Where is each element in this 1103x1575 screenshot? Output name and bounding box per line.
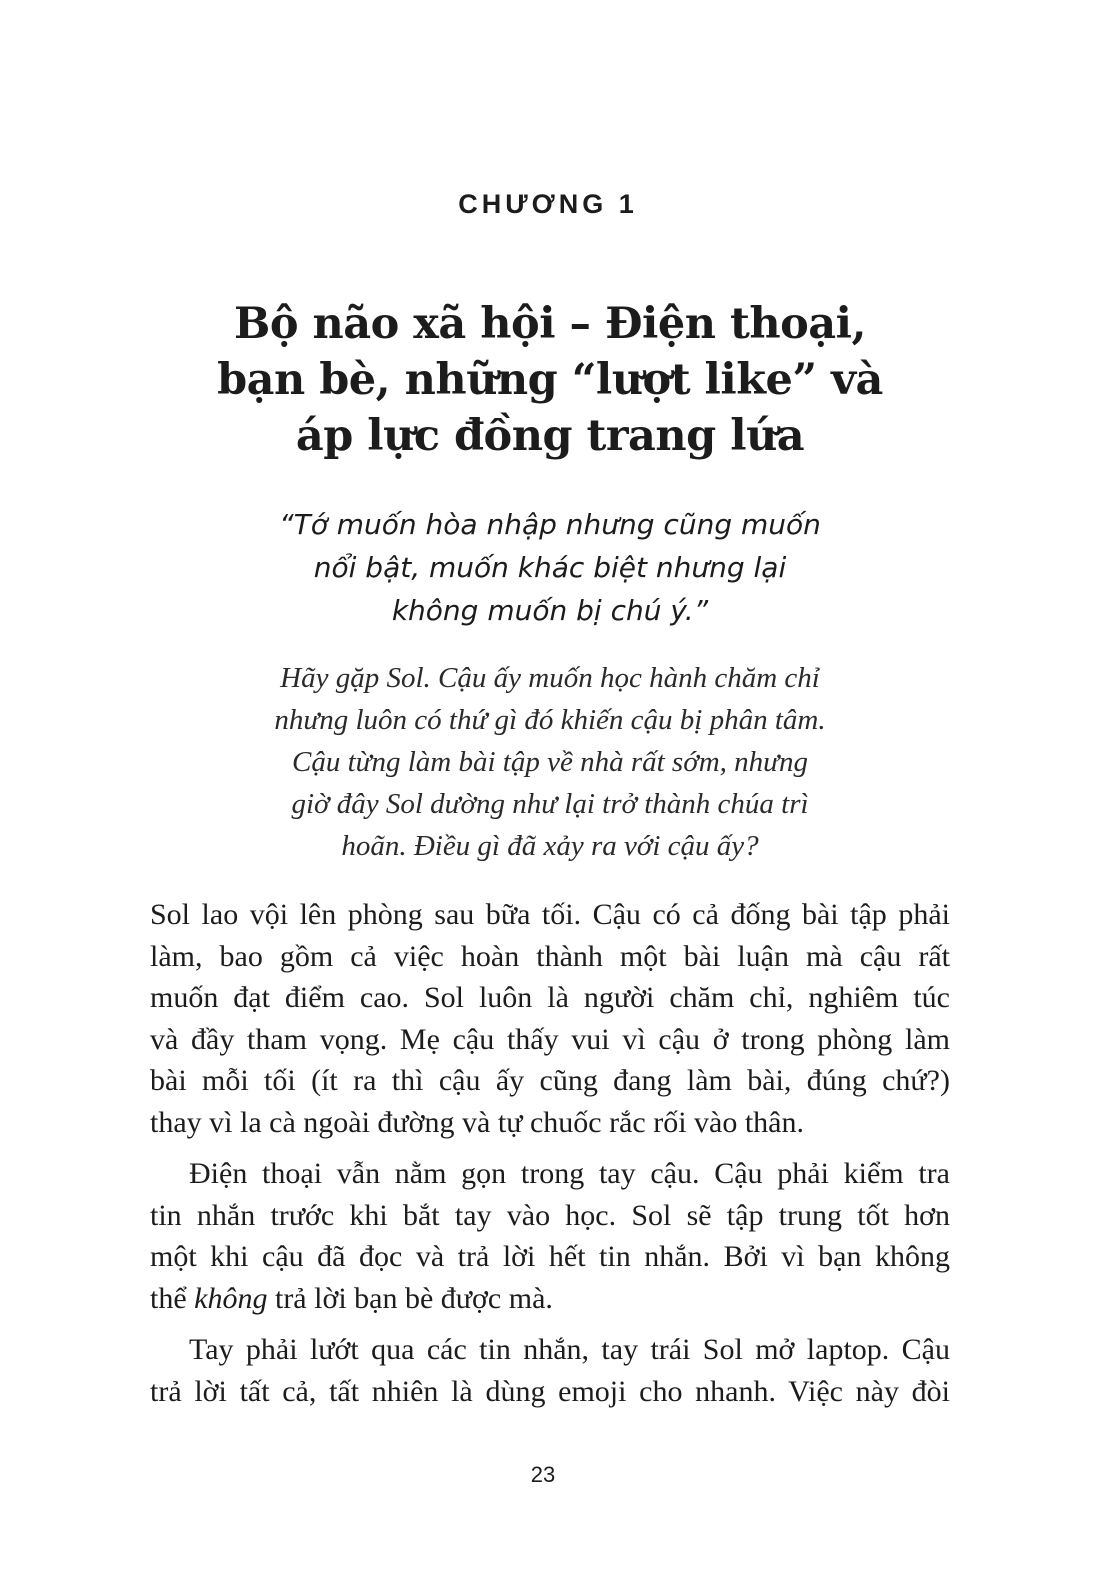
body-line: muốn đạt điểm cao. Sol luôn là người chăm chỉ, nghiêm túc [150, 981, 950, 1014]
body-line: Điện thoại vẫn nằm gọn trong tay cậu. Cậu phải kiểm tra [189, 1157, 950, 1190]
chapter-title-line: áp lực đồng trang lứa [295, 411, 805, 461]
intro-line: Hãy gặp Sol. Cậu ấy muốn học hành chăm chỉ [280, 662, 820, 694]
epigraph-line: nổi bật, muốn khác biệt nhưng lại [313, 551, 787, 584]
body-paragraph-1 [150, 894, 950, 1143]
body-line: Tay phải lướt qua các tin nhắn, tay trái Sol mở laptop. Cậu [189, 1333, 950, 1366]
body-paragraph-2 [150, 1153, 950, 1319]
epigraph-line: không muốn bị chú ý.” [391, 594, 709, 627]
intro-line: hoãn. Điều gì đã xảy ra với cậu ấy? [341, 830, 759, 862]
chapter-label: CHƯƠNG 1 [458, 189, 638, 219]
epigraph-quote [220, 503, 880, 632]
intro-line: Cậu từng làm bài tập về nhà rất sớm, nhưng [292, 746, 808, 778]
page-number: 23 [530, 1462, 556, 1487]
body-line: trả lời tất cả, tất nhiên là dùng emoji cho nhanh. Việc này đòi [150, 1374, 950, 1408]
body-line: bài mỗi tối (ít ra thì cậu ấy cũng đang làm bài, đúng chứ?) [150, 1064, 950, 1097]
body-text [150, 894, 950, 1422]
body-paragraph-3 [150, 1329, 950, 1412]
body-line: làm, bao gồm cả việc hoàn thành một bài luận mà cậu rất [150, 939, 950, 973]
body-text-segment: thể [150, 1281, 195, 1315]
intro-summary [200, 657, 900, 867]
body-text-segment: trả lời bạn bè được mà. [267, 1281, 553, 1315]
body-line [150, 1278, 950, 1320]
emphasis-text: không [194, 1281, 268, 1315]
chapter-title-line: Bộ não xã hội – Điện thoại, [234, 299, 866, 349]
body-line: thay vì la cà ngoài đường và tự chuốc rắc rối vào thân. [150, 1105, 804, 1139]
body-line: một khi cậu đã đọc và trả lời hết tin nhắn. Bởi vì bạn không [150, 1240, 950, 1273]
chapter-title-line: bạn bè, những “lượt like” và [217, 355, 883, 405]
intro-line: giờ đây Sol dường như lại trở thành chúa trì [291, 788, 809, 820]
chapter-title [150, 296, 950, 464]
epigraph-line: “Tớ muốn hòa nhập nhưng cũng muốn [279, 508, 821, 541]
intro-line: nhưng luôn có thứ gì đó khiến cậu bị phân tâm. [274, 704, 826, 736]
body-line: và đầy tham vọng. Mẹ cậu thấy vui vì cậu ở trong phòng làm [150, 1022, 950, 1056]
body-line: tin nhắn trước khi bắt tay vào học. Sol sẽ tập trung tốt hơn [150, 1198, 950, 1232]
body-line: Sol lao vội lên phòng sau bữa tối. Cậu có cả đống bài tập phải [150, 898, 950, 931]
